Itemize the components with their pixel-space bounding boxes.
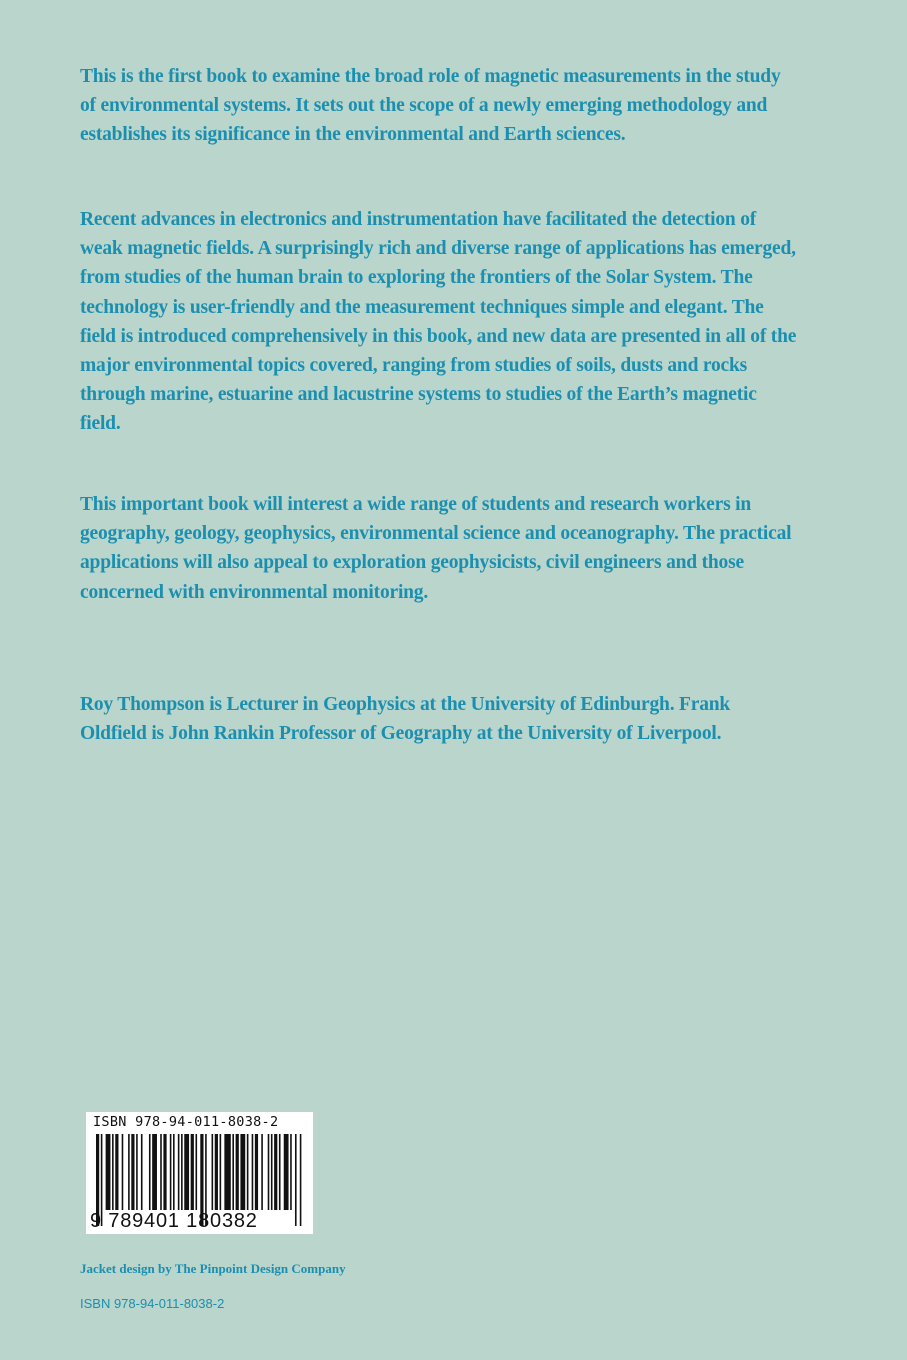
barcode-bar: [247, 1134, 249, 1210]
barcode-bar: [115, 1134, 118, 1210]
barcode-bar: [300, 1134, 302, 1226]
barcode-bar: [295, 1134, 297, 1226]
barcode-bar: [236, 1134, 239, 1210]
barcode-bar: [170, 1134, 172, 1210]
barcode-bar: [136, 1134, 138, 1210]
barcode-bar: [152, 1134, 157, 1210]
barcode-bar: [106, 1134, 111, 1210]
barcode-bar: [112, 1134, 114, 1210]
barcode-bar: [191, 1134, 194, 1210]
description-paragraph-2: Recent advances in electronics and instrumentation have facilitated the detection of weak magnetic fields. A surprisingly rich and diverse range of applications has emerged, from studies of the human brain to exploring the frontiers of the Solar System. The technology is user-friendly and the measurement techniques simple and elegant. The field is introduced comprehensively in this book, and new data are presented in all of the major environmental topics covered, ranging from studies of soils, dusts and rocks through marine, estuarine and lacustrine systems to studies of the Earth’s magnetic field.: [80, 209, 797, 435]
barcode-bar: [149, 1134, 151, 1210]
barcode-bar: [255, 1134, 258, 1210]
author-bio-paragraph: Roy Thompson is Lecturer in Geophysics at the University of Edinburgh. Frank Oldfield is John Rankin Professor of Geography at the University of Liverpool.: [80, 694, 731, 745]
barcode-bar: [131, 1134, 134, 1210]
barcode-bar: [128, 1134, 130, 1210]
barcode-bar: [122, 1134, 124, 1210]
barcode-bar: [271, 1134, 273, 1210]
barcode-bar: [268, 1134, 270, 1210]
barcode-digits: 9 789401 180382: [90, 1210, 258, 1232]
isbn-footer: ISBN 978-94-011-8038-2: [80, 1296, 225, 1311]
barcode-isbn-text: ISBN 978-94-011-8038-2: [93, 1114, 279, 1130]
barcode-bar: [224, 1134, 230, 1210]
barcode-bar: [184, 1134, 189, 1210]
barcode-label: [86, 1112, 313, 1234]
jacket-design-credit: Jacket design by The Pinpoint Design Company: [80, 1261, 346, 1276]
barcode-bar: [252, 1134, 254, 1210]
barcode-bar: [212, 1134, 214, 1210]
barcode-bar: [290, 1134, 292, 1210]
description-paragraph-1: This is the first book to examine the broad role of magnetic measurements in the study of environmental systems. It sets out the scope of a newly emerging methodology and establishes its significance in the environmental and Earth sciences.: [80, 66, 781, 146]
barcode-bar: [274, 1134, 277, 1210]
barcode-bar: [220, 1134, 222, 1210]
barcode-bar: [181, 1134, 183, 1210]
barcode-bar: [215, 1134, 218, 1210]
barcode-bar: [261, 1134, 263, 1210]
barcode-bar: [240, 1134, 245, 1210]
barcode-bar: [284, 1134, 289, 1210]
barcode-bar: [141, 1134, 143, 1210]
audience-paragraph: This important book will interest a wide range of students and research workers in geography, geology, geophysics, environmental science and oceanography. The practical applications will also appeal to exploration geophysicists, civil engineers and those concerned with environmental monitoring.: [80, 494, 792, 603]
barcode-bar: [160, 1134, 162, 1210]
barcode-bar: [195, 1134, 197, 1210]
barcode-bar: [163, 1134, 166, 1210]
barcode-bar: [232, 1134, 234, 1210]
barcode-bar: [279, 1134, 281, 1210]
barcode-bar: [173, 1134, 175, 1210]
barcode-bar: [178, 1134, 180, 1210]
